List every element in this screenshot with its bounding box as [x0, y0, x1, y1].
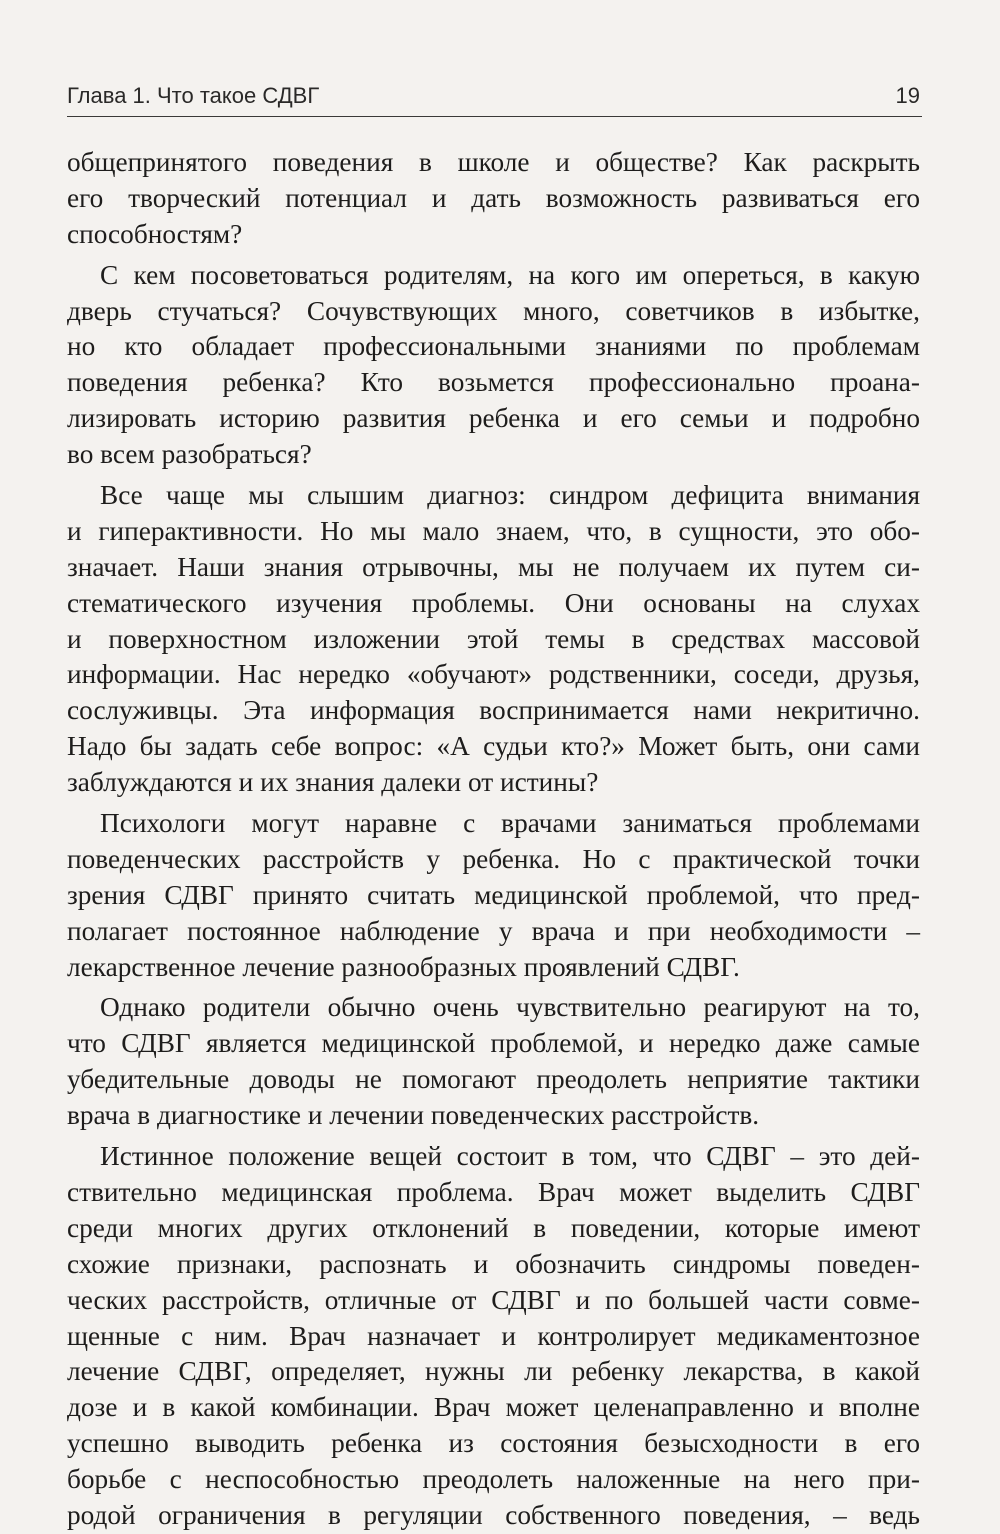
text-line: общепринятого поведения в школе и обществе? Как раскрыть [67, 147, 920, 177]
text-line: С кем посоветоваться родителям, на кого им опереться, в какую [100, 259, 920, 290]
text-line: сослуживцы. Эта информация воспринимается нами некритично. [67, 695, 920, 726]
chapter-title: Глава 1. Что такое СДВГ [67, 83, 320, 108]
text-line: ствительно медицинская проблема. Врач может выделить СДВГ [67, 1176, 920, 1207]
header-rule [67, 116, 922, 117]
text-line: что СДВГ является медицинской проблемой, и нередко даже самые [67, 1028, 920, 1059]
text-line: Психологи могут наравне с врачами заниматься проблемами [100, 808, 920, 839]
text-line: борьбе с неспособностью преодолеть наложенные на него при- [67, 1464, 920, 1495]
text-line: Истинное положение вещей состоит в том, что СДВГ – это дей- [100, 1141, 920, 1172]
text-line: заблуждаются и их знания далеки от истины? [67, 767, 599, 798]
text-line: дозе и в какой комбинации. Врач может целенаправленно и вполне [67, 1392, 920, 1423]
text-line: информации. Нас нередко «обучают» родственники, соседи, друзья, [67, 659, 920, 690]
paragraph [67, 806, 920, 985]
text-line: полагает постоянное наблюдение у врача и при необходимости – [67, 915, 920, 946]
text-line: щенные с ним. Врач назначает и контролирует медикаментозное [67, 1320, 920, 1351]
text-line: успешно выводить ребенка из состояния безысходности в его [67, 1428, 920, 1459]
text-line: лечение СДВГ, определяет, нужны ли ребенку лекарства, в какой [67, 1356, 920, 1387]
text-line: лекарственное лечение разнообразных проявлений СДВГ. [67, 951, 740, 982]
paragraph [67, 145, 920, 253]
text-line: его творческий потенциал и дать возможность развиваться его [67, 182, 920, 213]
text-line: но кто обладает профессиональными знаниями по проблемам [67, 331, 920, 362]
paragraph [67, 258, 920, 473]
text-line: во всем разобраться? [67, 439, 312, 470]
text-line: Однако родители обычно очень чувствительно реагируют на то, [100, 992, 920, 1023]
text-line: стематического изучения проблемы. Они основаны на слухах [67, 587, 920, 618]
text-line: убедительные доводы не помогают преодолеть неприятие тактики [67, 1064, 920, 1095]
text-line: дверь стучаться? Сочувствующих много, советчиков в избытке, [67, 295, 920, 326]
text-line: врача в диагностике и лечении поведенческих расстройств. [67, 1100, 760, 1131]
page-number: 19 [895, 83, 920, 108]
body-text [67, 145, 920, 1534]
paragraph [67, 990, 920, 1134]
text-line: схожие признаки, распознать и обозначить синдромы поведен- [67, 1248, 920, 1279]
text-line: значает. Наши знания отрывочны, мы не получаем их путем си- [67, 551, 920, 582]
text-line: ческих расстройств, отличные от СДВГ и по большей части совме- [67, 1284, 920, 1315]
paragraph [67, 1139, 920, 1534]
text-line: родой ограничения в регуляции собственного поведения, – ведь [67, 1499, 920, 1530]
text-line: и гиперактивности. Но мы мало знаем, что, в сущности, это обо- [67, 515, 920, 546]
text-line: лизировать историю развития ребенка и его семьи и подробно [67, 403, 920, 434]
text-line: Надо бы задать себе вопрос: «А судьи кто?» Может быть, они сами [67, 731, 920, 762]
running-header [67, 80, 920, 114]
paragraph [67, 478, 920, 801]
text-line: Все чаще мы слышим диагноз: синдром дефицита внимания [100, 480, 920, 511]
text-line: способностям? [67, 218, 243, 249]
text-line: поведения ребенка? Кто возьмется профессионально проана- [67, 367, 920, 398]
text-line: поведенческих расстройств у ребенка. Но с практической точки [67, 843, 920, 874]
text-line: зрения СДВГ принято считать медицинской проблемой, что пред- [67, 879, 920, 910]
text-line: и поверхностном изложении этой темы в средствах массовой [67, 623, 920, 654]
text-line: среди многих других отклонений в поведении, которые имеют [67, 1212, 920, 1243]
